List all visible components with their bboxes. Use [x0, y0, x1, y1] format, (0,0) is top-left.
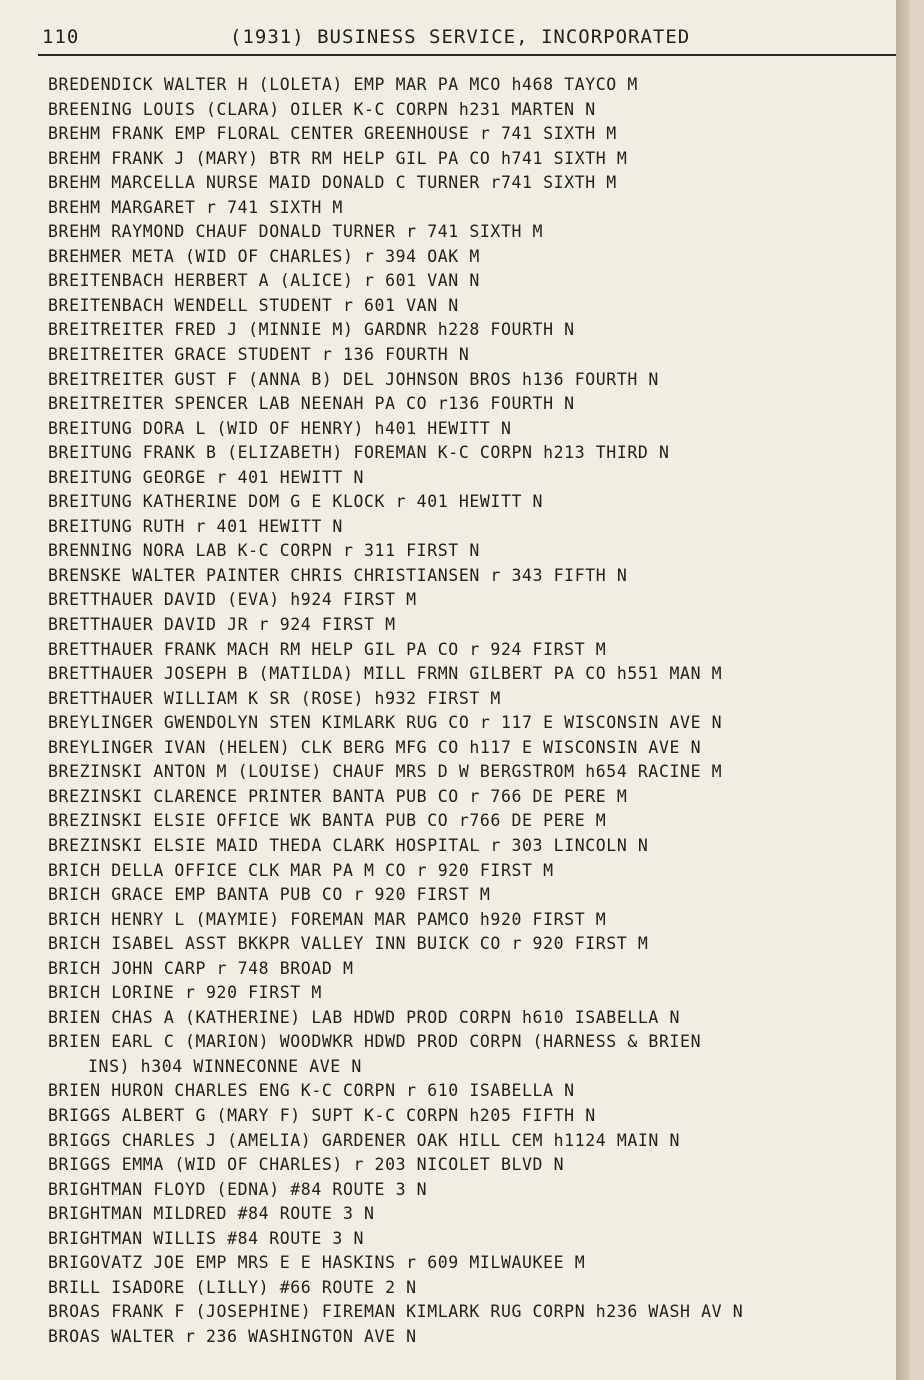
directory-entry: BROAS WALTER r 236 WASHINGTON AVE N	[48, 1326, 417, 1346]
directory-entry: BRIGHTMAN WILLIS #84 ROUTE 3 N	[48, 1228, 365, 1248]
directory-entry: BREITUNG FRANK B (ELIZABETH) FOREMAN K-C CORPN h213 THIRD N	[48, 443, 670, 463]
directory-entry: BRICH ISABEL ASST BKKPR VALLEY INN BUICK CO r 920 FIRST M	[48, 934, 649, 954]
directory-entry: BREITUNG GEORGE r 401 HEWITT N	[48, 467, 365, 487]
directory-entry: BRETTHAUER DAVID (EVA) h924 FIRST M	[48, 590, 417, 610]
directory-entry: BREHM FRANK J (MARY) BTR RM HELP GIL PA CO h741 SIXTH M	[48, 148, 628, 168]
directory-entry: BREITREITER SPENCER LAB NEENAH PA CO r136 FOURTH N	[48, 394, 575, 414]
directory-entry: BRILL ISADORE (LILLY) #66 ROUTE 2 N	[48, 1277, 417, 1297]
directory-entry: BRICH JOHN CARP r 748 BROAD M	[48, 958, 354, 978]
directory-entry: BREITENBACH WENDELL STUDENT r 601 VAN N	[48, 295, 459, 315]
directory-entry: BREZINSKI CLARENCE PRINTER BANTA PUB CO r 766 DE PERE M	[48, 786, 628, 806]
directory-entry: BREHM FRANK EMP FLORAL CENTER GREENHOUSE r 741 SIXTH M	[48, 124, 617, 144]
directory-entry: BREZINSKI ELSIE MAID THEDA CLARK HOSPITAL r 303 LINCOLN N	[48, 835, 649, 855]
entry-list	[48, 73, 898, 1349]
directory-entry: BRETTHAUER FRANK MACH RM HELP GIL PA CO r 924 FIRST M	[48, 639, 607, 659]
directory-entry: BREITUNG RUTH r 401 HEWITT N	[48, 516, 343, 536]
directory-entry: BREHM RAYMOND CHAUF DONALD TURNER r 741 SIXTH M	[48, 222, 544, 242]
page-number: 110	[42, 26, 80, 48]
directory-entry: BREITUNG DORA L (WID OF HENRY) h401 HEWITT N	[48, 418, 512, 438]
directory-entry: BREYLINGER GWENDOLYN STEN KIMLARK RUG CO r 117 E WISCONSIN AVE N	[48, 713, 723, 733]
page-title: (1931) BUSINESS SERVICE, INCORPORATED	[230, 26, 691, 48]
directory-entry: BREDENDICK WALTER H (LOLETA) EMP MAR PA MCO h468 TAYCO M	[48, 75, 638, 94]
directory-entry: BREHM MARGARET r 741 SIXTH M	[48, 197, 343, 217]
directory-entry: BRIGHTMAN FLOYD (EDNA) #84 ROUTE 3 N	[48, 1179, 428, 1199]
directory-entry: BRIGOVATZ JOE EMP MRS E E HASKINS r 609 MILWAUKEE M	[48, 1253, 586, 1273]
directory-entry: BRICH HENRY L (MAYMIE) FOREMAN MAR PAMCO h920 FIRST M	[48, 909, 607, 929]
directory-entry: BREZINSKI ANTON M (LOUISE) CHAUF MRS D W BERGSTROM h654 RACINE M	[48, 762, 723, 782]
directory-entry: BREITUNG KATHERINE DOM G E KLOCK r 401 HEWITT N	[48, 492, 544, 512]
directory-entry: BRENNING NORA LAB K-C CORPN r 311 FIRST N	[48, 541, 480, 561]
directory-entry: BREZINSKI ELSIE OFFICE WK BANTA PUB CO r766 DE PERE M	[48, 811, 607, 831]
directory-entry: BRETTHAUER DAVID JR r 924 FIRST M	[48, 615, 396, 635]
directory-entry: INS) h304 WINNECONNE AVE N	[88, 1056, 362, 1076]
directory-entry: BRETTHAUER JOSEPH B (MATILDA) MILL FRMN GILBERT PA CO h551 MAN M	[48, 664, 723, 684]
directory-entry: BRIGGS EMMA (WID OF CHARLES) r 203 NICOLET BLVD N	[48, 1155, 565, 1175]
directory-entry: BREENING LOUIS (CLARA) OILER K-C CORPN h231 MARTEN N	[48, 99, 596, 119]
directory-entry: BREITREITER GRACE STUDENT r 136 FOURTH N	[48, 345, 470, 365]
directory-entry: BRIEN CHAS A (KATHERINE) LAB HDWD PROD CORPN h610 ISABELLA N	[48, 1007, 681, 1027]
directory-entry: BRIGGS ALBERT G (MARY F) SUPT K-C CORPN h205 FIFTH N	[48, 1105, 596, 1125]
directory-entry: BRENSKE WALTER PAINTER CHRIS CHRISTIANSEN r 343 FIFTH N	[48, 565, 628, 585]
directory-entry: BREITREITER GUST F (ANNA B) DEL JOHNSON BROS h136 FOURTH N	[48, 369, 659, 389]
directory-entry: BROAS FRANK F (JOSEPHINE) FIREMAN KIMLARK RUG CORPN h236 WASH AV N	[48, 1302, 744, 1322]
header-rule	[38, 54, 906, 56]
directory-entry: BRICH GRACE EMP BANTA PUB CO r 920 FIRST M	[48, 885, 491, 905]
directory-entry: BREHMER META (WID OF CHARLES) r 394 OAK M	[48, 246, 480, 266]
page-header	[34, 24, 906, 54]
directory-entry: BREITREITER FRED J (MINNIE M) GARDNR h228 FOURTH N	[48, 320, 575, 340]
directory-entry: BRICH LORINE r 920 FIRST M	[48, 983, 322, 1003]
directory-entry: BRICH DELLA OFFICE CLK MAR PA M CO r 920 FIRST M	[48, 860, 554, 880]
directory-entry: BRIGGS CHARLES J (AMELIA) GARDENER OAK HILL CEM h1124 MAIN N	[48, 1130, 681, 1150]
page-spine-edge	[896, 0, 910, 1380]
directory-entry: BRETTHAUER WILLIAM K SR (ROSE) h932 FIRST M	[48, 688, 501, 708]
directory-entry: BRIEN EARL C (MARION) WOODWKR HDWD PROD CORPN (HARNESS & BRIEN	[48, 1032, 702, 1052]
directory-entry: BRIEN HURON CHARLES ENG K-C CORPN r 610 ISABELLA N	[48, 1081, 575, 1101]
directory-entry: BREITENBACH HERBERT A (ALICE) r 601 VAN N	[48, 271, 480, 291]
directory-entry: BREYLINGER IVAN (HELEN) CLK BERG MFG CO h117 E WISCONSIN AVE N	[48, 737, 702, 757]
directory-entry: BRIGHTMAN MILDRED #84 ROUTE 3 N	[48, 1204, 375, 1224]
directory-entry: BREHM MARCELLA NURSE MAID DONALD C TURNER r741 SIXTH M	[48, 173, 617, 193]
